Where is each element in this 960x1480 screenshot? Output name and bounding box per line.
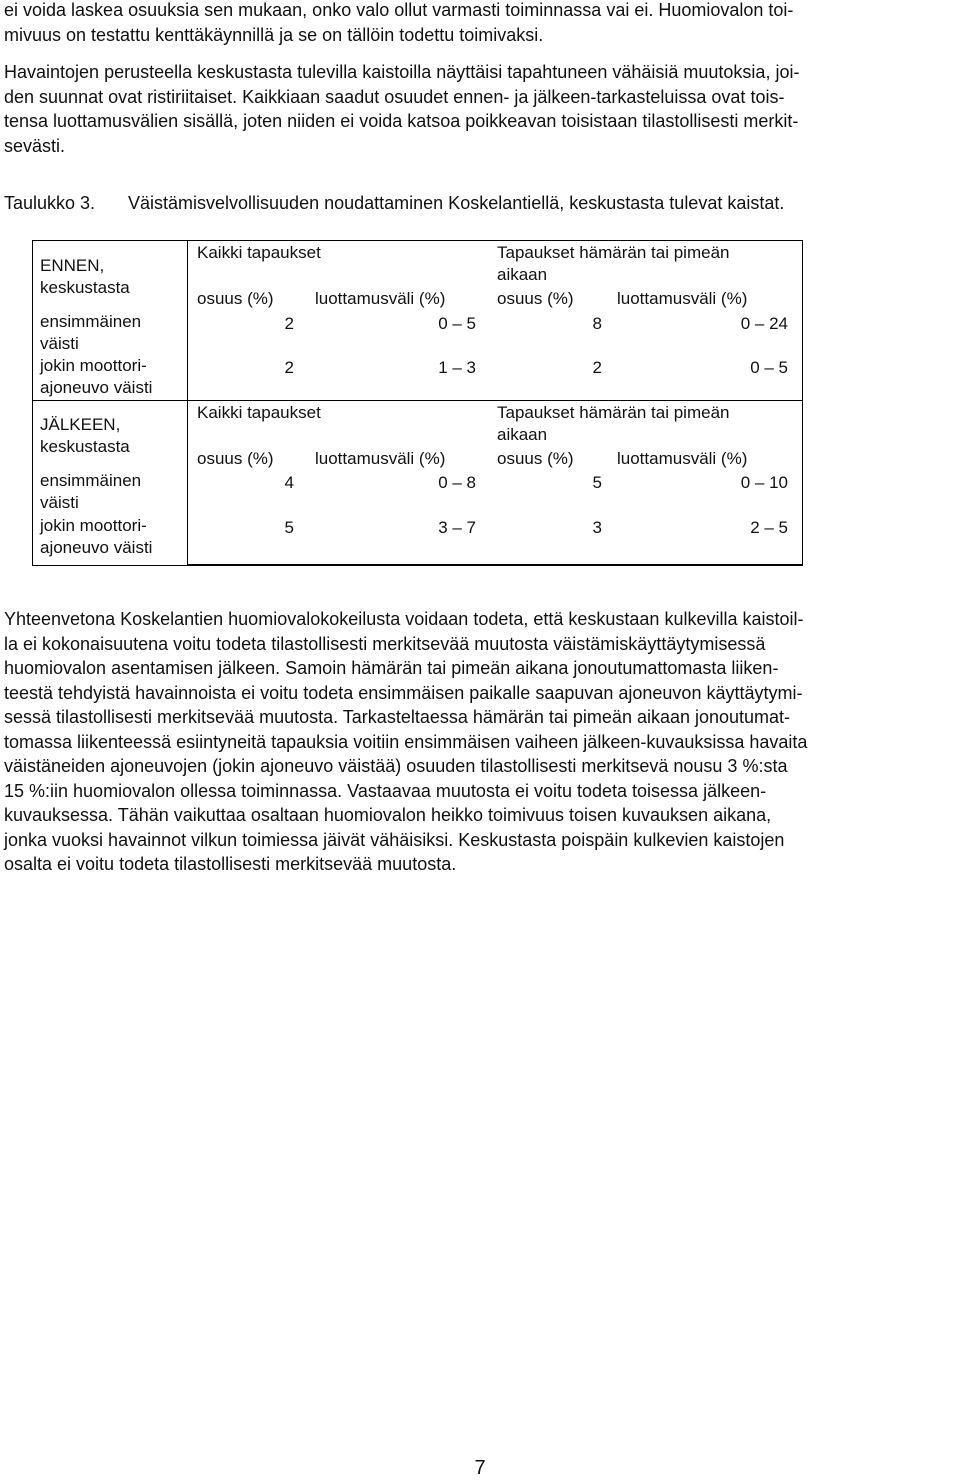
cell-value: 1 – 3 — [438, 358, 476, 377]
text-line: Yhteenvetona Koskelantien huomiovalokokeilusta voidaan todeta, että keskustaan kulkevilla kaistoil- — [4, 609, 804, 629]
col-header: osuus (%) — [497, 449, 574, 468]
label-line: aikaan — [497, 425, 548, 444]
text-line: sessä tilastollisesti merkitsevää muutosta. Tarkasteltaessa hämärän tai pimeän aikaan jonoutumat- — [4, 707, 791, 727]
label-line: aikaan — [497, 265, 548, 284]
text-line: tomassa liikenteessä esiintyneitä tapauksia voitiin ensimmäisen vaiheen jälkeen-kuvauksissa havaita — [4, 731, 808, 752]
label-line: Tapaukset hämärän tai pimeän — [497, 403, 730, 422]
text-line: väistäneiden ajoneuvojen (jokin ajoneuvo väistää) osuuden tilastollisesti merkitsevä nousu 3 %:sta — [4, 756, 788, 776]
cell-value: 0 – 5 — [750, 358, 788, 377]
table-number: Taulukko 3. — [4, 193, 96, 213]
cell-value: 2 — [284, 358, 294, 377]
cell-value: 2 — [284, 314, 294, 333]
cell-value: 5 — [592, 473, 602, 492]
cell-value: 4 — [284, 473, 294, 492]
table-caption — [4, 193, 784, 214]
text-line: kuvauksessa. Tähän vaikuttaa osaltaan huomiovalon heikko toimivuus toisen kuvauksen aikana, — [4, 805, 772, 825]
label-line: keskustasta — [40, 278, 130, 297]
col-header: luottamusväli (%) — [617, 289, 748, 308]
cell-value: 2 — [592, 358, 602, 377]
label-line: JÄLKEEN, — [40, 415, 121, 434]
label-line: Tapaukset hämärän tai pimeän — [497, 243, 730, 262]
text-line: sevästi. — [4, 135, 66, 156]
text-line: 15 %:iin huomiovalon ollessa toiminnassa. Vastaavaa muutosta ei voitu todeta toisessa jälkeen- — [4, 780, 767, 801]
label-line: ensimmäinen — [40, 312, 142, 331]
label-line: väisti — [40, 334, 79, 353]
section-label-before — [40, 255, 130, 299]
cell-value: 0 – 24 — [740, 314, 788, 333]
label-line: ajoneuvo väisti — [40, 538, 153, 557]
label-line: ENNEN, — [40, 256, 105, 275]
text-line: osalta ei voitu todeta tilastollisesti merkitsevää muutosta. — [4, 854, 457, 874]
label-line: jokin moottori- — [40, 356, 147, 375]
text-line: huomiovalon asentamisen jälkeen. Samoin hämärän tai pimeän aikana jonoutumattomasta liiken- — [4, 658, 779, 678]
text-line: la ei kokonaisuutena voitu todeta tilastollisesti merkitsevää muutosta väistämiskäyttäytymisessä — [4, 633, 766, 654]
text-line: Havaintojen perusteella keskustasta tulevilla kaistoilla näyttäisi tapahtuneen vähäisiä muutoksia, joi- — [4, 62, 800, 82]
col-header: osuus (%) — [197, 449, 274, 468]
paragraph-observations — [4, 60, 959, 158]
text-line: den suunnat ovat ristiriitaiset. Kaikkiaan saadut osuudet ennen- ja jälkeen-tarkasteluissa ovat tois- — [4, 86, 785, 107]
cell-value: 3 — [592, 518, 602, 537]
row-label — [40, 515, 152, 559]
cell-value: 2 – 5 — [750, 518, 788, 537]
cell-value: 3 – 7 — [438, 518, 476, 537]
cell-value: 5 — [284, 518, 294, 537]
col-header: osuus (%) — [497, 289, 574, 308]
row-label — [40, 311, 141, 355]
label-line: ensimmäinen — [40, 471, 142, 490]
text-line: ei voida laskea osuuksia sen mukaan, onko valo ollut varmasti toiminnassa vai ei. Huomiovalon toi- — [4, 0, 794, 20]
text-line: mivuus on testattu kenttäkäynnillä ja se on tällöin todettu toimivaksi. — [4, 24, 544, 45]
group-header-all: Kaikki tapaukset — [197, 243, 321, 262]
cell-value: 8 — [592, 314, 602, 333]
text-line: tensa luottamusvälien sisällä, joten niiden ei voida katsoa poikkeavan toisistaan tilastollisesti merkit- — [4, 111, 799, 131]
table-title: Väistämisvelvollisuuden noudattaminen Koskelantiellä, keskustasta tulevat kaistat. — [128, 193, 785, 213]
col-header: luottamusväli (%) — [315, 289, 446, 308]
results-table — [32, 240, 802, 565]
text-line: jonka vuoksi havainnot vilkun toimiessa jäivät vähäisiksi. Keskustasta poispäin kulkevien kaistojen — [4, 829, 785, 850]
label-line: väisti — [40, 493, 79, 512]
row-label — [40, 355, 152, 399]
label-line: keskustasta — [40, 437, 130, 456]
text-line: teestä tehdyistä havainnoista ei voitu todeta ensimmäisen paikalle saapuvan ajoneuvon käyttäytymi- — [4, 682, 803, 703]
label-line: ajoneuvo väisti — [40, 378, 153, 397]
paragraph-intro — [4, 0, 959, 47]
col-header: luottamusväli (%) — [617, 449, 748, 468]
label-line: jokin moottori- — [40, 516, 147, 535]
cell-value: 0 – 5 — [438, 314, 476, 333]
row-label — [40, 470, 141, 514]
group-header-dark — [497, 402, 729, 446]
col-header: osuus (%) — [197, 289, 274, 308]
group-header-all: Kaikki tapaukset — [197, 403, 321, 422]
cell-value: 0 – 8 — [438, 473, 476, 492]
group-header-dark — [497, 242, 729, 286]
cell-value: 0 – 10 — [740, 473, 788, 492]
page-number: 7 — [474, 1457, 486, 1479]
section-label-after — [40, 414, 130, 458]
paragraph-summary — [4, 607, 959, 877]
col-header: luottamusväli (%) — [315, 449, 446, 468]
